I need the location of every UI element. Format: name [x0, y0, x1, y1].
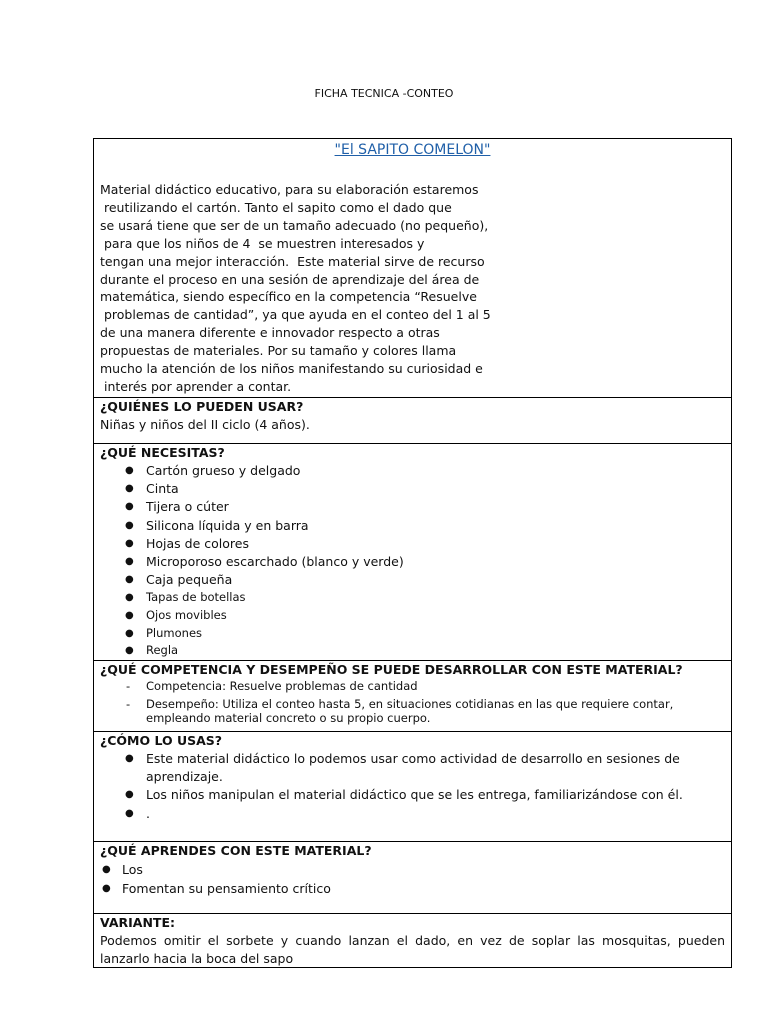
list-item: ● Cinta — [100, 480, 725, 498]
list-item: ● . — [100, 805, 725, 823]
description-line: mucho la atención de los niños manifestando su curiosidad e — [100, 361, 483, 377]
learn-cell — [94, 841, 731, 913]
needs-list — [100, 462, 725, 660]
description-line: para que los niños de 4 se muestren interesados y — [100, 235, 425, 251]
list-item: ● Plumones — [100, 625, 725, 643]
material-title: "El SAPITO COMELON" — [334, 142, 491, 158]
description-line: matemática, siendo específico en la competencia “Resuelve — [100, 289, 477, 305]
list-item: ● Caja pequeña — [100, 571, 725, 589]
learn-list — [100, 860, 725, 898]
list-item: ● Los niños manipulan el material didáctico que se les entrega, familiarizándose con él. — [100, 786, 725, 804]
description-line: interés por aprender a contar. — [100, 378, 292, 394]
description-line: de una manera diferente e innovador respecto a otras — [100, 325, 440, 341]
document-title: FICHA TECNICA -CONTEO — [314, 87, 454, 100]
learn-heading: ¿QUÉ APRENDES CON ESTE MATERIAL? — [100, 843, 372, 858]
list-item: ● Tijera o cúter — [100, 498, 725, 516]
needs-cell — [94, 443, 731, 660]
who-heading: ¿QUIÉNES LO PUEDEN USAR? — [100, 399, 304, 414]
description-cell — [94, 139, 731, 397]
list-item: ● Tapas de botellas — [100, 589, 725, 607]
list-item: ● Cartón grueso y delgado — [100, 462, 725, 480]
description-line: se usará tiene que ser de un tamaño adecuado (no pequeño), — [100, 217, 489, 233]
variant-heading: VARIANTE: — [100, 915, 175, 930]
description-line: problemas de cantidad”, ya que ayuda en el conteo del 1 al 5 — [100, 307, 491, 323]
material-description — [100, 181, 725, 396]
description-line: tengan una mejor interacción. Este material sirve de recurso — [100, 253, 485, 269]
list-item: - Competencia: Resuelve problemas de cantidad — [100, 679, 725, 694]
needs-heading: ¿QUÉ NECESITAS? — [100, 445, 225, 460]
competency-cell — [94, 660, 731, 731]
howto-cell — [94, 731, 731, 841]
howto-heading: ¿CÓMO LO USAS? — [100, 733, 223, 748]
list-item: ● Hojas de colores — [100, 535, 725, 553]
list-item: ● Los — [100, 860, 725, 879]
description-line: durante el proceso en una sesión de aprendizaje del área de — [100, 271, 480, 287]
list-item: - Desempeño: Utiliza el conteo hasta 5, en situaciones cotidianas en las que requiere contar, empleando material concreto o su propio cuerpo. — [100, 697, 725, 726]
description-line: propuestas de materiales. Por su tamaño y colores llama — [100, 343, 457, 359]
list-item: ● Silicona líquida y en barra — [100, 517, 725, 535]
variant-cell — [94, 913, 731, 967]
who-cell — [94, 397, 731, 443]
list-item: ● Microporoso escarchado (blanco y verde) — [100, 553, 725, 571]
list-item: ● Regla — [100, 642, 725, 660]
technical-sheet-table — [93, 138, 732, 968]
list-item: ● Ojos movibles — [100, 607, 725, 625]
description-line: reutilizando el cartón. Tanto el sapito como el dado que — [100, 199, 452, 215]
description-line: Material didáctico educativo, para su elaboración estaremos — [100, 182, 479, 197]
variant-text: Podemos omitir el sorbete y cuando lanzan el dado, en vez de soplar las mosquitas, pueden lanzarlo hacia la boca del sapo — [100, 933, 725, 966]
howto-list — [100, 750, 725, 823]
list-item: ● Este material didáctico lo podemos usar como actividad de desarrollo en sesiones de aprendizaje. — [100, 750, 725, 786]
competency-heading: ¿QUÉ COMPETENCIA Y DESEMPEÑO SE PUEDE DESARROLLAR CON ESTE MATERIAL? — [100, 662, 683, 677]
list-item: ● Fomentan su pensamiento crítico — [100, 879, 725, 898]
competency-list — [100, 679, 725, 726]
who-text: Niñas y niños del II ciclo (4 años). — [100, 417, 310, 432]
